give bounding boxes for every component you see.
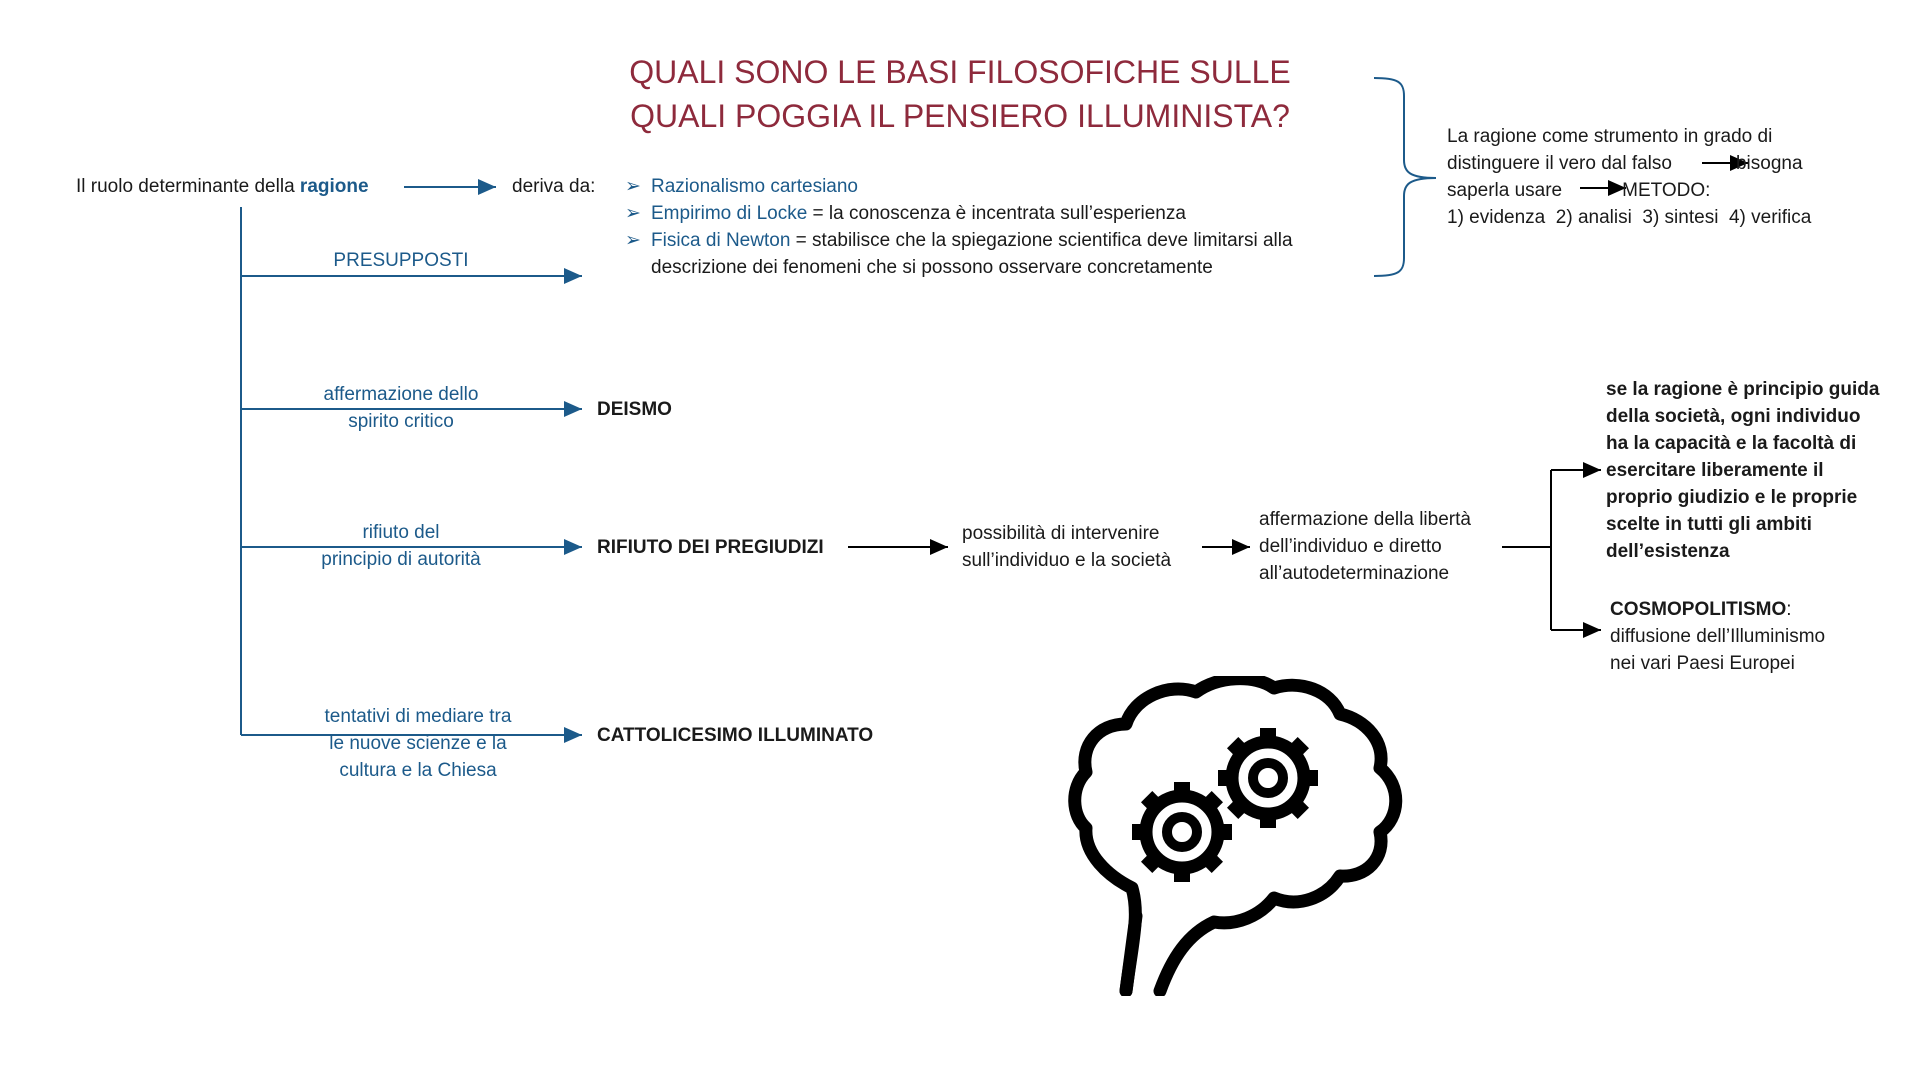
gear-icon: [1218, 728, 1318, 828]
arrow-bullet-icon: ➢: [625, 203, 641, 224]
gear-icon: [1132, 782, 1232, 882]
bullet-item: [625, 227, 1345, 281]
outcome-freedom: se la ragione è principio guida della società, ogni individuo ha la capacità e la facoltà di esercitare liberamente il proprio giudizio e le proprie scelte in tutti gli ambiti dell’esistenza: [1606, 379, 1880, 562]
bullet-term: Empirimo di Locke: [651, 203, 808, 224]
title-line-1: QUALI SONO LE BASI FILOSOFICHE SULLE: [629, 54, 1291, 90]
note-line: distinguere il vero dal falso bisogna: [1447, 153, 1803, 174]
arrow-bullet-icon: ➢: [625, 230, 641, 251]
root-node: [76, 173, 369, 200]
deismo-label: affermazione dello spirito critico: [323, 384, 479, 432]
arrow-bullet-icon: ➢: [625, 176, 641, 197]
page-title: [560, 50, 1360, 138]
outcome-cosmopolitismo: COSMOPOLITISMO: diffusione dell’Illuminismo nei vari Paesi Europei: [1610, 599, 1826, 674]
title-line-2: QUALI POGGIA IL PENSIERO ILLUMINISTA?: [630, 98, 1290, 134]
presupposti-label: PRESUPPOSTI: [333, 250, 469, 271]
note-line: saperla usare METODO:: [1447, 180, 1711, 201]
bullet-term: Fisica di Newton: [651, 230, 791, 251]
root-prefix: Il ruolo determinante della: [76, 176, 300, 197]
bullet-text-cont: descrizione dei fenomeni che si possono osservare concretamente: [651, 257, 1213, 278]
bullet-text: = la conoscenza è incentrata sull’esperienza: [807, 203, 1186, 224]
side-note: [1447, 123, 1907, 231]
pregiudizi-label: rifiuto del principio di autorità: [321, 522, 481, 570]
deriva-label: deriva da:: [512, 176, 596, 197]
chain-step-1: possibilità di intervenire sull’individuo e la società: [962, 523, 1172, 571]
bullet-list: [625, 173, 1345, 281]
pregiudizi-target: RIFIUTO DEI PREGIUDIZI: [597, 537, 824, 558]
bullet-item: [625, 173, 1345, 200]
brain-with-gears-icon: [1068, 676, 1418, 996]
cosmopolitismo-term: COSMOPOLITISMO: [1610, 599, 1787, 620]
cattolicesimo-target: CATTOLICESIMO ILLUMINATO: [597, 725, 874, 746]
deismo-target: DEISMO: [597, 399, 672, 420]
note-line: 1) evidenza 2) analisi 3) sintesi 4) verifica: [1447, 207, 1812, 228]
chain-step-2: affermazione della libertà dell’individuo e diretto all’autodeterminazione: [1259, 509, 1471, 584]
bullet-text: = stabilisce che la spiegazione scientifica deve limitarsi alla: [790, 230, 1293, 251]
cattolicesimo-label: tentativi di mediare tra le nuove scienze e la cultura e la Chiesa: [324, 706, 512, 781]
right-brace: [1374, 78, 1436, 276]
root-keyword: ragione: [299, 176, 369, 197]
note-line: La ragione come strumento in grado di: [1447, 126, 1773, 147]
bullet-item: [625, 200, 1345, 227]
bullet-term: Razionalismo cartesiano: [651, 176, 858, 197]
